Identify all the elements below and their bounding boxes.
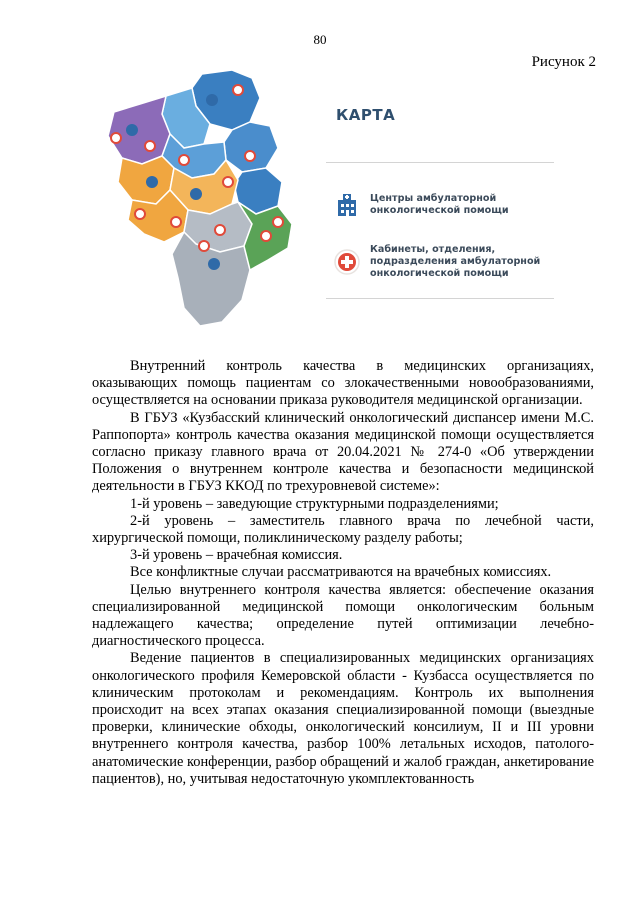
map-region-west-purple [108,96,170,164]
paragraph: 2-й уровень – заместитель главного врача по лечебной части, хирургической помощи, поликлиническому разделу работы; [92,512,594,547]
map-svg [92,64,298,344]
page-number: 80 [313,32,327,47]
building-icon [334,192,360,218]
map-legend [326,100,556,300]
legend-divider [326,162,554,163]
legend-item-centers-label: Центры амбулаторной онкологической помощи [370,193,509,216]
red-cross-icon [334,249,360,275]
legend-item-cabinets-label: Кабинеты, отделения, подразделения амбулаторной онкологической помощи [370,244,541,279]
figure-label: Рисунок 2 [531,54,596,70]
map-region-northeast [224,122,278,172]
paragraph: Все конфликтные случаи рассматриваются на врачебных комиссиях. [130,564,552,581]
legend-item-centers [334,192,509,218]
paragraph: Внутренний контроль качества в медицинских организациях, оказывающих помощь пациентам со злокачественными новообразованиями, осуществляется на основании приказа руководителя медицинской организации. [92,358,594,409]
region-map [92,64,298,344]
paragraph: Ведение пациентов в специализированных медицинских организациях онкологического профиля Кемеровской области - Кузбасса осуществляется по клиническим протоколам и рекомендациям. Контроль их выполнения происходит на всех этапах оказания специализированной помощи (выездные проверки, клинические обходы, онкологический консилиум, II и III уровни внутреннего контроля качества, разбор 100% летальных исходов, патолого-анатомические конференции, разбор обращений и жалоб граждан, анкетирование пациентов), но, учитывая недостаточную укомплектованность [92,650,594,787]
paragraph: Целью внутреннего контроля качества является: обеспечение оказания специализированной медицинской помощи онкологическим больным надлежащего качества; определение путей оптимизации лечебно-диагностического процесса. [92,581,594,650]
legend-item-cabinets [334,244,540,280]
body-text [92,358,594,788]
legend-divider [326,298,554,299]
legend-title: КАРТА [336,106,396,124]
paragraph: 3-й уровень – врачебная комиссия. [130,547,343,564]
paragraph: 1-й уровень – заведующие структурными подразделениями; [130,495,499,512]
paragraph: В ГБУЗ «Кузбасский клинический онкологический диспансер имени М.С. Раппопорта» контроль качества оказания медицинской помощи осуществляется согласно приказу главного врача от 20.04.2021 № 274-0 «Об утверждении Положения о внутреннем контроле качества и безопасности медицинской деятельности в ГБУЗ ККОД по трехуровневой системе»: [92,409,594,495]
